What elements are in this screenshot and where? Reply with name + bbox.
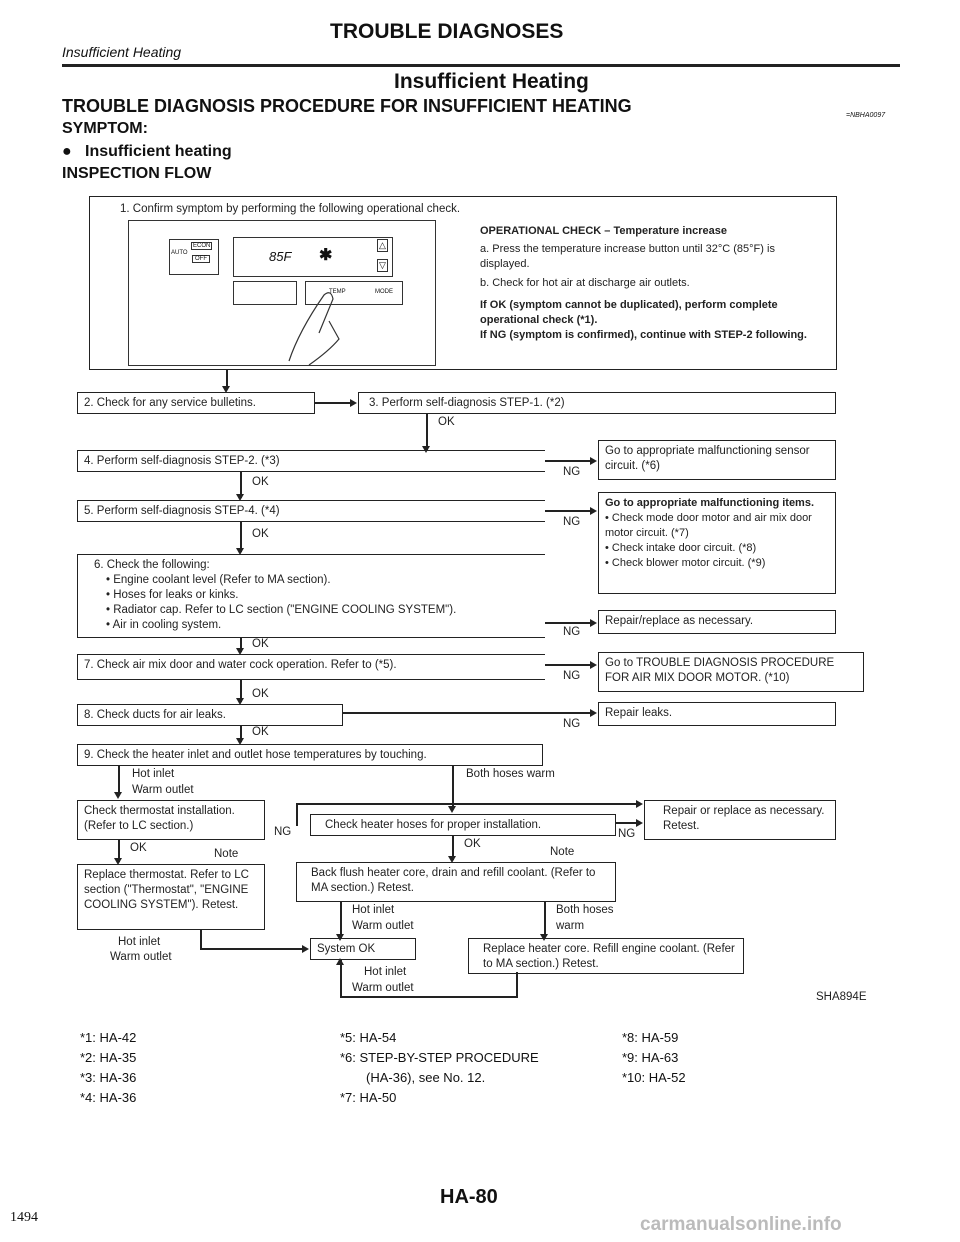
malfunction-item-1: • Check mode door motor and air mix door motor circuit. (*7)	[605, 512, 812, 539]
procedure-title: TROUBLE DIAGNOSIS PROCEDURE FOR INSUFFICIENT HEATING	[62, 96, 632, 116]
step3-box: 3. Perform self-diagnosis STEP-1. (*2)	[358, 392, 836, 414]
panel-display	[233, 237, 393, 277]
note-label: Note	[214, 848, 239, 860]
symptom-label: SYMPTOM:	[62, 120, 148, 137]
fan-icon: ✱	[319, 247, 333, 264]
operational-check-ng: If NG (symptom is confirmed), continue with STEP-2 following.	[480, 329, 807, 341]
footnote: *7: HA-50	[340, 1090, 397, 1105]
auto-label: AUTO	[171, 250, 188, 256]
reference-code: =NBHA0097	[846, 112, 886, 119]
repair-retest-box: Repair or replace as necessary. Retest.	[644, 800, 836, 840]
footnote: *6: STEP-BY-STEP PROCEDURE	[340, 1050, 539, 1065]
step1-title: 1. Confirm symptom by performing the following operational check.	[120, 203, 461, 215]
footnote: *2: HA-35	[80, 1050, 137, 1065]
system-ok-box: System OK	[310, 938, 416, 960]
hot-inlet-label: Hot inlet	[118, 936, 161, 948]
header-title: TROUBLE DIAGNOSES	[330, 20, 564, 43]
operational-check-a: a. Press the temperature increase button until 32°C (85°F) is displayed.	[480, 243, 775, 270]
note-label: Note	[550, 846, 575, 858]
header-rule	[62, 64, 900, 67]
temp-label: TEMP	[329, 289, 346, 295]
ok-label: OK	[252, 688, 269, 700]
ok-label: OK	[252, 638, 269, 650]
footnote: *9: HA-63	[622, 1050, 679, 1065]
finger-press-icon	[269, 281, 349, 367]
both-hoses-warm-label: Both hoses warm	[466, 768, 555, 780]
footnote: *1: HA-42	[80, 1030, 137, 1045]
warm-outlet-label: Warm outlet	[352, 982, 414, 994]
warm-outlet-label: Warm outlet	[110, 951, 172, 963]
both-hoses-label: Both hoses	[556, 904, 614, 916]
thermostat-check-box: Check thermostat installation. (Refer to LC section.)	[77, 800, 265, 840]
step6-title: 6. Check the following:	[94, 559, 210, 571]
econ-button[interactable]: ECON	[193, 243, 211, 249]
step4-box: 4. Perform self-diagnosis STEP-2. (*3)	[77, 450, 545, 472]
figure-code: SHA894E	[816, 991, 867, 1003]
ok-label: OK	[130, 842, 147, 854]
repair-leaks-box: Repair leaks.	[598, 702, 836, 726]
footnotes-col1	[80, 1028, 136, 1108]
ok-label: OK	[252, 726, 269, 738]
replace-thermostat-box: Replace thermostat. Refer to LC section ("Thermostat", "ENGINE COOLING SYSTEM"). Retest.	[77, 864, 265, 930]
malfunction-items-box	[598, 492, 836, 594]
down-arrow-button[interactable]: ▽	[379, 260, 386, 270]
ng-label: NG	[618, 828, 636, 840]
heater-hoses-box: Check heater hoses for proper installation.	[310, 814, 616, 836]
malfunction-item-2: • Check intake door circuit. (*8)	[605, 542, 757, 554]
symptom-text: Insufficient heating	[85, 143, 232, 160]
step6-item: • Air in cooling system.	[106, 618, 539, 633]
back-flush-box: Back flush heater core, drain and refill coolant. (Refer to MA section.) Retest.	[296, 862, 616, 902]
step2-box: 2. Check for any service bulletins.	[77, 392, 315, 414]
page-title: Insufficient Heating	[394, 70, 589, 93]
display-temperature: 85F	[269, 249, 292, 264]
replace-heater-core-box: Replace heater core. Refill engine coolant. (Refer to MA section.) Retest.	[468, 938, 744, 974]
warm-outlet-label: Warm outlet	[352, 920, 414, 932]
footnote: *3: HA-36	[80, 1070, 137, 1085]
air-mix-procedure-box: Go to TROUBLE DIAGNOSIS PROCEDURE FOR AIR MIX DOOR MOTOR. (*10)	[598, 652, 864, 692]
footnotes-col2	[340, 1028, 539, 1108]
step6-item: • Engine coolant level (Refer to MA section).	[106, 573, 539, 588]
margin-number: 1494	[10, 1210, 38, 1225]
ng-label: NG	[563, 466, 581, 478]
footnote: *10: HA-52	[622, 1070, 686, 1085]
mode-label: MODE	[375, 289, 393, 295]
footnote: *8: HA-59	[622, 1030, 679, 1045]
header-section: Insufficient Heating	[62, 44, 182, 60]
hot-inlet-label: Hot inlet	[364, 966, 407, 978]
ng-label: NG	[563, 516, 581, 528]
operational-check-b: b. Check for hot air at discharge air outlets.	[480, 277, 690, 289]
warm-label: warm	[556, 920, 585, 932]
ok-label: OK	[438, 416, 455, 428]
ok-label: OK	[252, 476, 269, 488]
symptom-item: ● Insufficient heating	[62, 143, 232, 160]
operational-check-title: OPERATIONAL CHECK – Temperature increase	[480, 225, 727, 237]
up-arrow-button[interactable]: △	[379, 240, 386, 250]
malfunction-item-text: Check intake door circuit. (*8)	[611, 542, 757, 554]
off-button[interactable]: OFF	[192, 255, 210, 263]
inspection-flow-title: INSPECTION FLOW	[62, 165, 212, 182]
repair-replace-box: Repair/replace as necessary.	[598, 610, 836, 634]
ng-label: NG	[563, 718, 581, 730]
watermark: carmanualsonline.info	[640, 1214, 842, 1235]
malfunction-item-3: • Check blower motor circuit. (*9)	[605, 557, 766, 569]
step6-item: • Hoses for leaks or kinks.	[106, 588, 539, 603]
step7-box: 7. Check air mix door and water cock operation. Refer to (*5).	[77, 654, 545, 680]
footnote: (HA-36), see No. 12.	[366, 1070, 486, 1085]
step8-box: 8. Check ducts for air leaks.	[77, 704, 343, 726]
ng-label: NG	[563, 626, 581, 638]
ok-label: OK	[464, 838, 481, 850]
ng-label: NG	[274, 826, 292, 838]
footnote: *4: HA-36	[80, 1090, 137, 1105]
malfunction-item-text: Check mode door motor and air mix door motor circuit. (*7)	[605, 512, 812, 539]
step6-box	[77, 554, 545, 638]
step5-box: 5. Perform self-diagnosis STEP-4. (*4)	[77, 500, 545, 522]
sensor-circuit-box: Go to appropriate malfunctioning sensor circuit. (*6)	[598, 440, 836, 480]
hot-inlet-label: Hot inlet	[132, 768, 175, 780]
control-panel-illustration	[128, 220, 436, 366]
hot-inlet-label: Hot inlet	[352, 904, 395, 916]
malfunction-items-title: Go to appropriate malfunctioning items.	[605, 497, 815, 509]
page-number: HA-80	[440, 1186, 498, 1208]
step6-item: • Radiator cap. Refer to LC section ("ENGINE COOLING SYSTEM").	[106, 603, 539, 618]
footnotes-col3	[622, 1028, 686, 1088]
ok-label: OK	[252, 528, 269, 540]
malfunction-item-text: Check blower motor circuit. (*9)	[611, 557, 766, 569]
footnote: *5: HA-54	[340, 1030, 397, 1045]
ng-label: NG	[563, 670, 581, 682]
operational-check-ok: If OK (symptom cannot be duplicated), perform complete operational check (*1).	[480, 299, 778, 326]
step9-box: 9. Check the heater inlet and outlet hose temperatures by touching.	[77, 744, 543, 766]
warm-outlet-label: Warm outlet	[132, 784, 194, 796]
